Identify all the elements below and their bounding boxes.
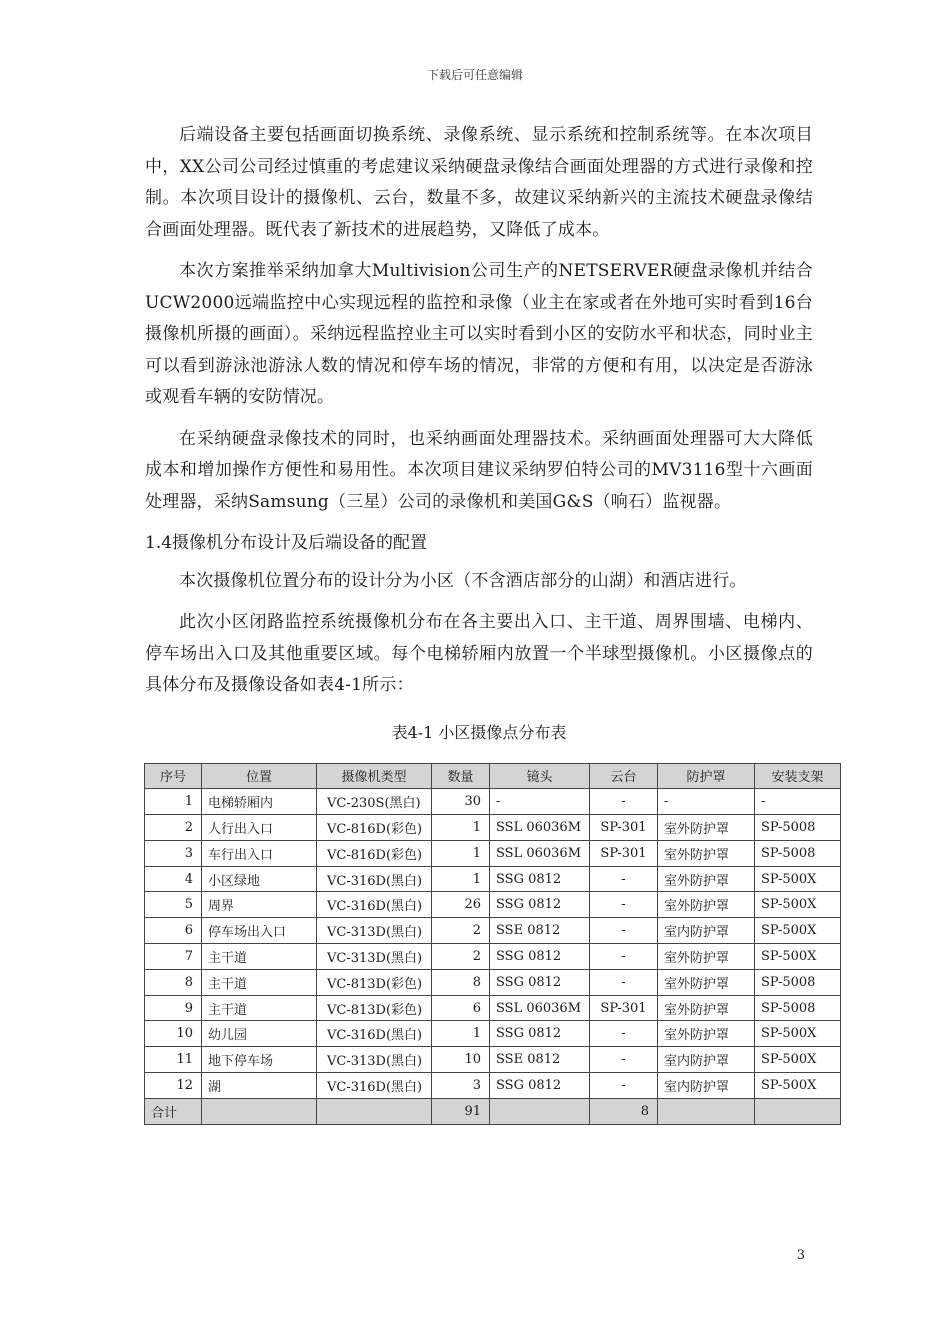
table-cell: 地下停车场 — [202, 1047, 317, 1073]
table-cell: - — [590, 866, 658, 892]
table-cell: SSG 0812 — [490, 969, 590, 995]
table-cell: VC-313D(黑白) — [317, 918, 432, 944]
table-cell: SP-500X — [755, 1073, 841, 1099]
paragraph: 后端设备主要包括画面切换系统、录像系统、显示系统和控制系统等。在本次项目中，XX公司公司经过慎重的考虑建议采纳硬盘录像结合画面处理器的方式进行录像和控制。本次项目设计的摄像机、云台，数量不多，故建议采纳新兴的主流技术硬盘录像结合画面处理器。既代表了新技术的进展趋势，又降低了成本。 — [145, 125, 813, 240]
table-cell: 2 — [145, 815, 202, 841]
table-cell: 3 — [145, 840, 202, 866]
paragraph: 本次摄像机位置分布的设计分为小区（不含酒店部分的山湖）和酒店进行。 — [179, 570, 747, 591]
column-header: 云台 — [590, 763, 658, 789]
table-cell: SSG 0812 — [490, 1021, 590, 1047]
table-row — [145, 995, 841, 1021]
table-cell: 2 — [432, 918, 490, 944]
table-cell: 室内防护罩 — [658, 1073, 755, 1099]
table-cell: 1 — [145, 789, 202, 815]
column-header: 摄像机类型 — [317, 763, 432, 789]
table-cell: SP-500X — [755, 892, 841, 918]
total-pan-tilt: 8 — [590, 1098, 658, 1124]
table-header-row — [145, 763, 841, 789]
table-cell: SSL 06036M — [490, 995, 590, 1021]
table-cell: 10 — [145, 1021, 202, 1047]
table-cell: 车行出入口 — [202, 840, 317, 866]
table-cell: 11 — [145, 1047, 202, 1073]
column-header: 安装支架 — [755, 763, 841, 789]
table-cell: SP-5008 — [755, 815, 841, 841]
table-cell: 主干道 — [202, 944, 317, 970]
table-cell: 7 — [145, 944, 202, 970]
table-cell: SSG 0812 — [490, 1073, 590, 1099]
table-row — [145, 918, 841, 944]
table-row — [145, 1021, 841, 1047]
table-cell: 10 — [432, 1047, 490, 1073]
table-cell: SSG 0812 — [490, 866, 590, 892]
table-cell: VC-813D(彩色) — [317, 995, 432, 1021]
table-cell: 12 — [145, 1073, 202, 1099]
table-cell: 电梯轿厢内 — [202, 789, 317, 815]
table-cell: 8 — [432, 969, 490, 995]
table-row — [145, 815, 841, 841]
table-cell — [755, 1098, 841, 1124]
column-header: 镜头 — [490, 763, 590, 789]
paragraph: 本次方案推举采纳加拿大Multivision公司生产的NETSERVER硬盘录像机并结合UCW2000远端监控中心实现远程的监控和录像（业主在家或者在外地可实时看到16台摄像机所摄的画面）。采纳远程监控业主可以实时看到小区的安防水平和状态，同时业主可以看到游泳池游泳人数的情况和停车场的情况，非常的方便和有用，以决定是否游泳或观看车辆的安防情况。 — [145, 261, 813, 407]
table-cell: - — [658, 789, 755, 815]
table-cell: SP-5008 — [755, 840, 841, 866]
table-cell: - — [590, 892, 658, 918]
table-cell: 室外防护罩 — [658, 866, 755, 892]
table-body — [145, 789, 841, 1099]
table-cell: 室外防护罩 — [658, 840, 755, 866]
table-cell: 30 — [432, 789, 490, 815]
table-cell: - — [590, 1021, 658, 1047]
table-cell — [202, 1098, 317, 1124]
table-cell: SP-5008 — [755, 995, 841, 1021]
table-cell: SP-5008 — [755, 969, 841, 995]
table-cell: 6 — [145, 918, 202, 944]
table-cell: - — [755, 789, 841, 815]
table-cell: SP-301 — [590, 840, 658, 866]
table-row — [145, 1047, 841, 1073]
table-cell: 湖 — [202, 1073, 317, 1099]
table-cell: SP-500X — [755, 918, 841, 944]
table-cell: VC-816D(彩色) — [317, 815, 432, 841]
table-cell: 停车场出入口 — [202, 918, 317, 944]
table-cell: 4 — [145, 866, 202, 892]
table-cell: - — [590, 969, 658, 995]
table-total-row — [145, 1098, 841, 1124]
camera-distribution-table — [144, 763, 841, 1125]
table-row — [145, 892, 841, 918]
table-cell: 1 — [432, 840, 490, 866]
table-cell: VC-230S(黑白) — [317, 789, 432, 815]
table-cell: 人行出入口 — [202, 815, 317, 841]
page-number: 3 — [796, 1248, 805, 1263]
table-cell: - — [590, 789, 658, 815]
table-cell: VC-316D(黑白) — [317, 1073, 432, 1099]
paragraph: 在采纳硬盘录像技术的同时，也采纳画面处理器技术。采纳画面处理器可大大降低成本和增加操作方便性和易用性。本次项目建议采纳罗伯特公司的MV3116型十六画面处理器，采纳Samsung（三星）公司的录像机和美国G&S（响石）监视器。 — [145, 428, 813, 512]
column-header: 数量 — [432, 763, 490, 789]
table-cell: 室内防护罩 — [658, 1047, 755, 1073]
table-cell: SSG 0812 — [490, 892, 590, 918]
table-cell — [658, 1098, 755, 1124]
table-row — [145, 840, 841, 866]
total-label: 合计 — [145, 1098, 202, 1124]
table-row — [145, 789, 841, 815]
table-cell: SSE 0812 — [490, 1047, 590, 1073]
table-cell: VC-316D(黑白) — [317, 1021, 432, 1047]
table-cell: SSG 0812 — [490, 944, 590, 970]
table-cell: 室外防护罩 — [658, 995, 755, 1021]
table-cell: 室内防护罩 — [658, 918, 755, 944]
table-cell: 1 — [432, 815, 490, 841]
table-cell: - — [490, 789, 590, 815]
table-cell: 周界 — [202, 892, 317, 918]
table-caption: 表4-1 小区摄像点分布表 — [391, 722, 567, 742]
table-cell: 9 — [145, 995, 202, 1021]
table-cell: VC-313D(黑白) — [317, 944, 432, 970]
table-cell: 室外防护罩 — [658, 1021, 755, 1047]
table-cell: SP-500X — [755, 1021, 841, 1047]
table-cell: - — [590, 1047, 658, 1073]
table-cell — [317, 1098, 432, 1124]
table-cell: 幼儿园 — [202, 1021, 317, 1047]
table-cell: 1 — [432, 1021, 490, 1047]
column-header: 位置 — [202, 763, 317, 789]
table-cell: VC-316D(黑白) — [317, 892, 432, 918]
table-cell: 8 — [145, 969, 202, 995]
table-cell: 3 — [432, 1073, 490, 1099]
total-quantity: 91 — [432, 1098, 490, 1124]
table-cell: VC-813D(彩色) — [317, 969, 432, 995]
table-cell: SP-500X — [755, 1047, 841, 1073]
table-cell: 室外防护罩 — [658, 892, 755, 918]
column-header: 防护罩 — [658, 763, 755, 789]
table-cell: 6 — [432, 995, 490, 1021]
table-cell: - — [590, 944, 658, 970]
paragraph: 此次小区闭路监控系统摄像机分布在各主要出入口、主干道、周界围墙、电梯内、停车场出入口及其他重要区域。每个电梯轿厢内放置一个半球型摄像机。小区摄像点的具体分布及摄像设备如表4-1所示： — [145, 612, 813, 695]
table-row — [145, 944, 841, 970]
table-cell: SP-500X — [755, 866, 841, 892]
table-cell: SP-301 — [590, 815, 658, 841]
table-cell: SP-500X — [755, 944, 841, 970]
document-body — [145, 120, 824, 1125]
table-cell: VC-316D(黑白) — [317, 866, 432, 892]
column-header: 序号 — [145, 763, 202, 789]
table-cell: 室外防护罩 — [658, 969, 755, 995]
table-row — [145, 969, 841, 995]
table-cell: 室外防护罩 — [658, 815, 755, 841]
table-cell: 主干道 — [202, 969, 317, 995]
table-cell — [490, 1098, 590, 1124]
table-cell: SSL 06036M — [490, 815, 590, 841]
table-cell: VC-313D(黑白) — [317, 1047, 432, 1073]
table-cell: 2 — [432, 944, 490, 970]
table-cell: 小区绿地 — [202, 866, 317, 892]
table-cell: 26 — [432, 892, 490, 918]
table-cell: SSL 06036M — [490, 840, 590, 866]
table-row — [145, 866, 841, 892]
table-cell: - — [590, 1073, 658, 1099]
table-cell: - — [590, 918, 658, 944]
table-cell: 主干道 — [202, 995, 317, 1021]
table-cell: SSE 0812 — [490, 918, 590, 944]
table-cell: 1 — [432, 866, 490, 892]
table-cell: VC-816D(彩色) — [317, 840, 432, 866]
table-cell: SP-301 — [590, 995, 658, 1021]
table-row — [145, 1073, 841, 1099]
section-heading: 1.4摄像机分布设计及后端设备的配置 — [145, 533, 428, 553]
page-header-note: 下载后可任意编辑 — [426, 68, 523, 82]
table-cell: 室外防护罩 — [658, 944, 755, 970]
table-cell: 5 — [145, 892, 202, 918]
